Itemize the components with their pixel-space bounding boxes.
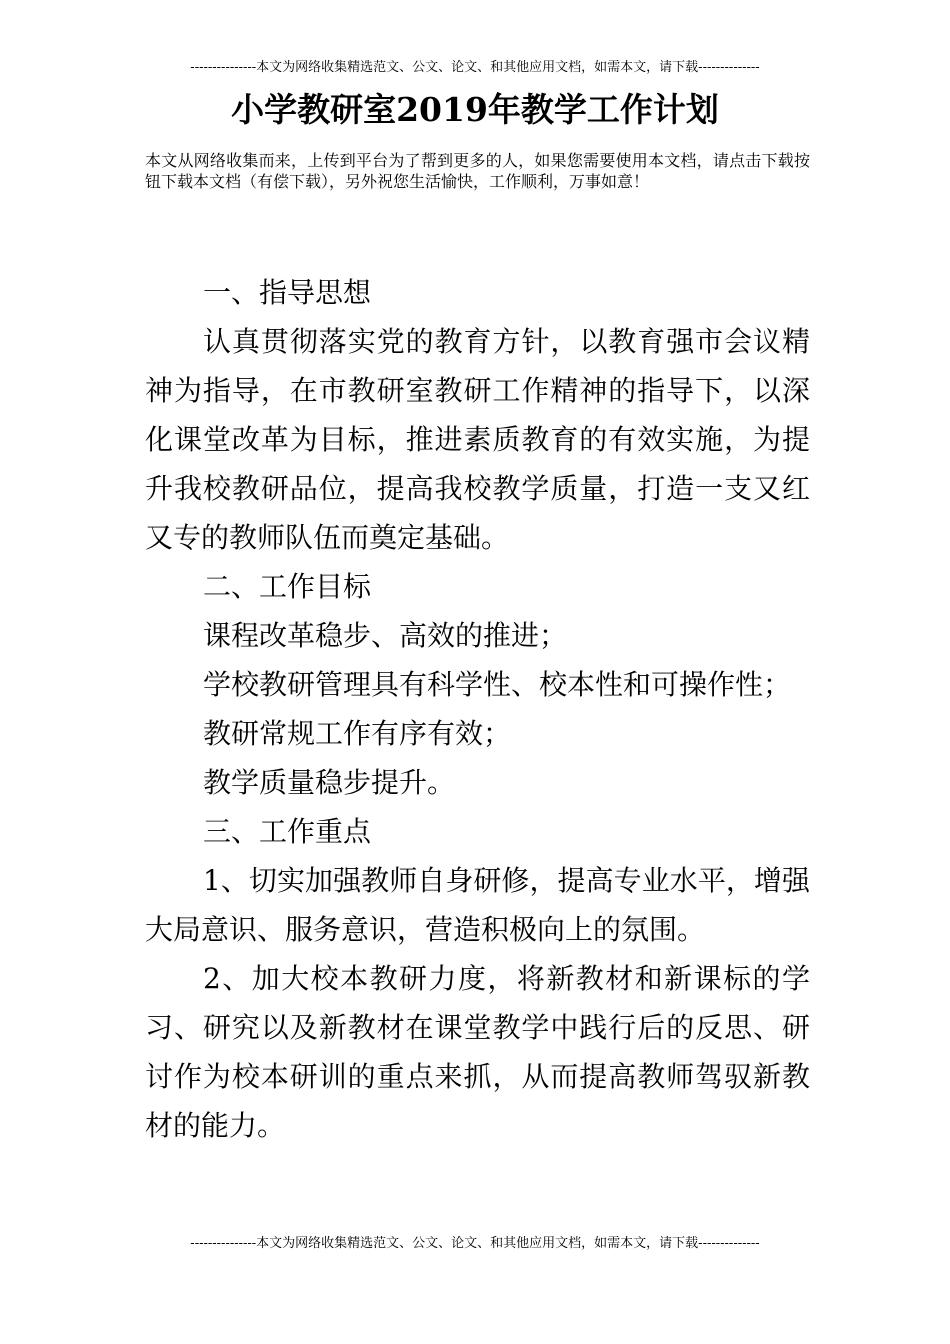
list-item: 学校教研管理具有科学性、校本性和可操作性； [203, 668, 792, 701]
section-heading-work-focus: 三、工作重点 [203, 815, 372, 848]
section-heading-guiding-ideology: 一、指导思想 [203, 276, 372, 309]
paragraph: 认真贯彻落实党的教育方针，以教育强市会议精神为指导，在市教研室教研工作精神的指导下，以深化课堂改革为目标，推进素质教育的有效实施，为提升我校教研品位，提高我校教学质量，打造一支又红又专的教师队伍而奠定基础。 [145, 325, 810, 554]
list-item: 课程改革稳步、高效的推进； [203, 619, 568, 652]
paragraph: 1、切实加强教师自身研修，提高专业水平，增强大局意识、服务意识，营造积极向上的氛围。 [145, 864, 810, 946]
intro-note: 本文从网络收集而来，上传到平台为了帮到更多的人，如果您需要使用本文档，请点击下载按钮下载本文档（有偿下载），另外祝您生活愉快，工作顺利，万事如意！ [145, 151, 810, 191]
section-heading-work-goals: 二、工作目标 [203, 570, 372, 603]
footer-note: ---------------本文为网络收集精选范文、公文、论文、和其他应用文档，如需本文，请下载-------------- [190, 1236, 760, 1251]
document-title: 小学教研室2019年教学工作计划 [231, 90, 719, 129]
list-item: 教学质量稳步提升。 [203, 766, 456, 799]
document-body [145, 268, 810, 1150]
header-note: ---------------本文为网络收集精选范文、公文、论文、和其他应用文档，如需本文，请下载-------------- [190, 60, 760, 75]
paragraph: 2、加大校本教研力度，将新教材和新课标的学习、研究以及新教材在课堂教学中践行后的反思、研讨作为校本研训的重点来抓，从而提高教师驾驭新教材的能力。 [145, 962, 810, 1142]
list-item: 教研常规工作有序有效； [203, 717, 512, 750]
